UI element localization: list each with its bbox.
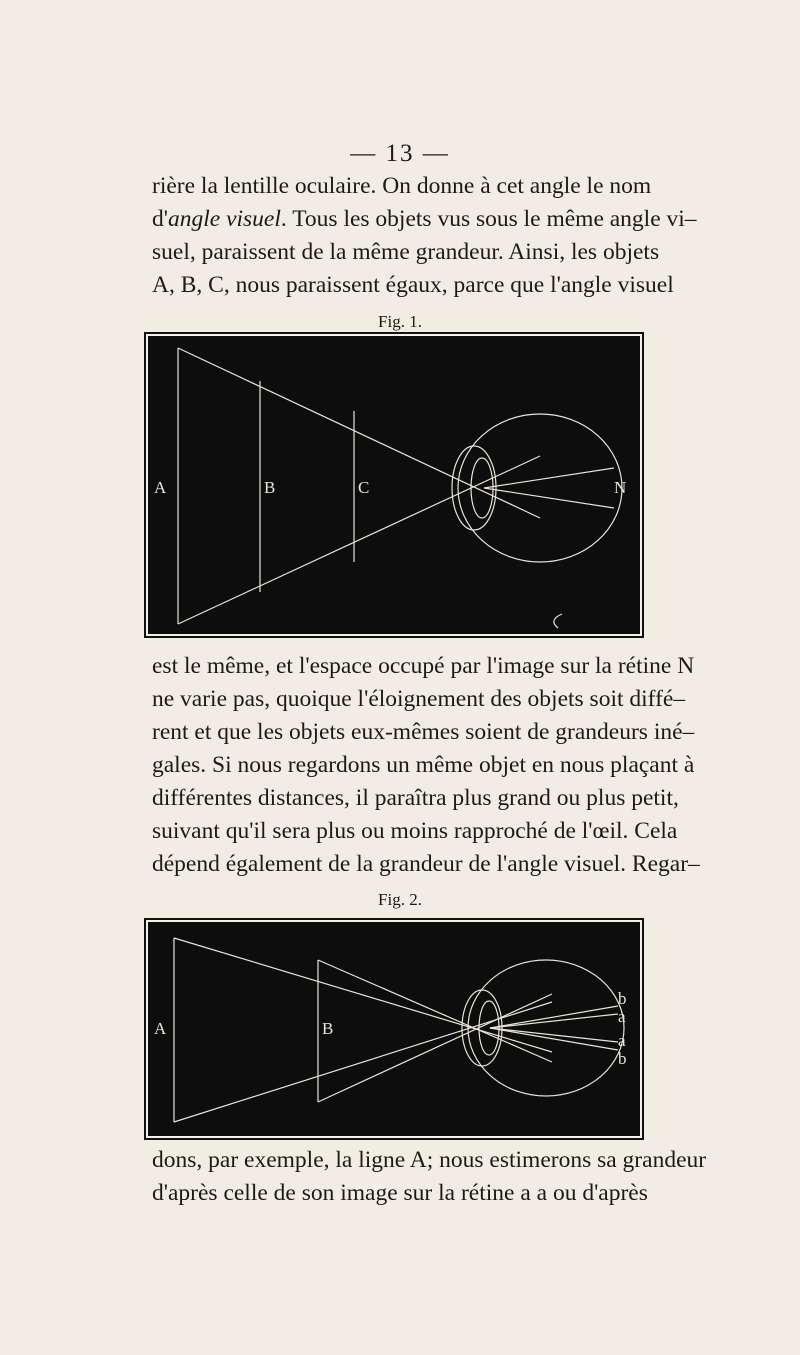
text-line: A, B, C, nous paraissent égaux, parce que l'angle visuel	[152, 272, 674, 298]
page-number: — 13 —	[350, 140, 450, 167]
label-b: B	[322, 1019, 334, 1038]
text-line: dons, par exemple, la ligne A; nous estimerons sa grandeur	[152, 1147, 707, 1173]
text-line: rent et que les objets eux-mêmes soient de grandeurs iné–	[152, 719, 695, 745]
label-b: B	[264, 478, 276, 497]
figure-1-drawing	[148, 336, 640, 634]
label-b-top: b	[618, 989, 627, 1008]
text-line: suel, paraissent de la même grandeur. Ainsi, les objets	[152, 239, 660, 265]
figure-2-caption: Fig. 2.	[378, 890, 422, 909]
text-line: gales. Si nous regardons un même objet en nous plaçant à	[152, 752, 695, 778]
text-line: est le même, et l'espace occupé par l'image sur la rétine N	[152, 653, 695, 679]
figure-1-caption: Fig. 1.	[378, 312, 422, 331]
label-c: C	[358, 478, 370, 497]
figure-1	[146, 334, 642, 636]
label-b-bottom: b	[618, 1049, 627, 1068]
label-n: N	[614, 478, 627, 497]
italic-term: angle visuel	[167, 206, 281, 232]
label-a: A	[154, 478, 167, 497]
text-line: d'angle visuel. Tous les objets vus sous le même angle vi–	[152, 206, 697, 232]
text-line: rière la lentille oculaire. On donne à cet angle le nom	[152, 173, 652, 199]
paragraph-3	[152, 1144, 707, 1210]
text-line: d'après celle de son image sur la rétine a a ou d'après	[152, 1180, 648, 1206]
eye-globe	[458, 414, 622, 562]
paragraph-1	[152, 170, 697, 302]
label-a-bottom: a	[618, 1031, 626, 1050]
label-a-top: a	[618, 1007, 626, 1026]
paragraph-2	[152, 650, 700, 881]
text-line: ne varie pas, quoique l'éloignement des objets soit diffé–	[152, 686, 686, 712]
text-line: dépend également de la grandeur de l'angle visuel. Regar–	[152, 851, 700, 877]
label-a: A	[154, 1019, 167, 1038]
figure-2-drawing	[148, 922, 640, 1136]
text-line: différentes distances, il paraîtra plus grand ou plus petit,	[152, 785, 679, 811]
text-line: suivant qu'il sera plus ou moins rapproché de l'œil. Cela	[152, 818, 678, 844]
figure-2	[146, 920, 642, 1138]
